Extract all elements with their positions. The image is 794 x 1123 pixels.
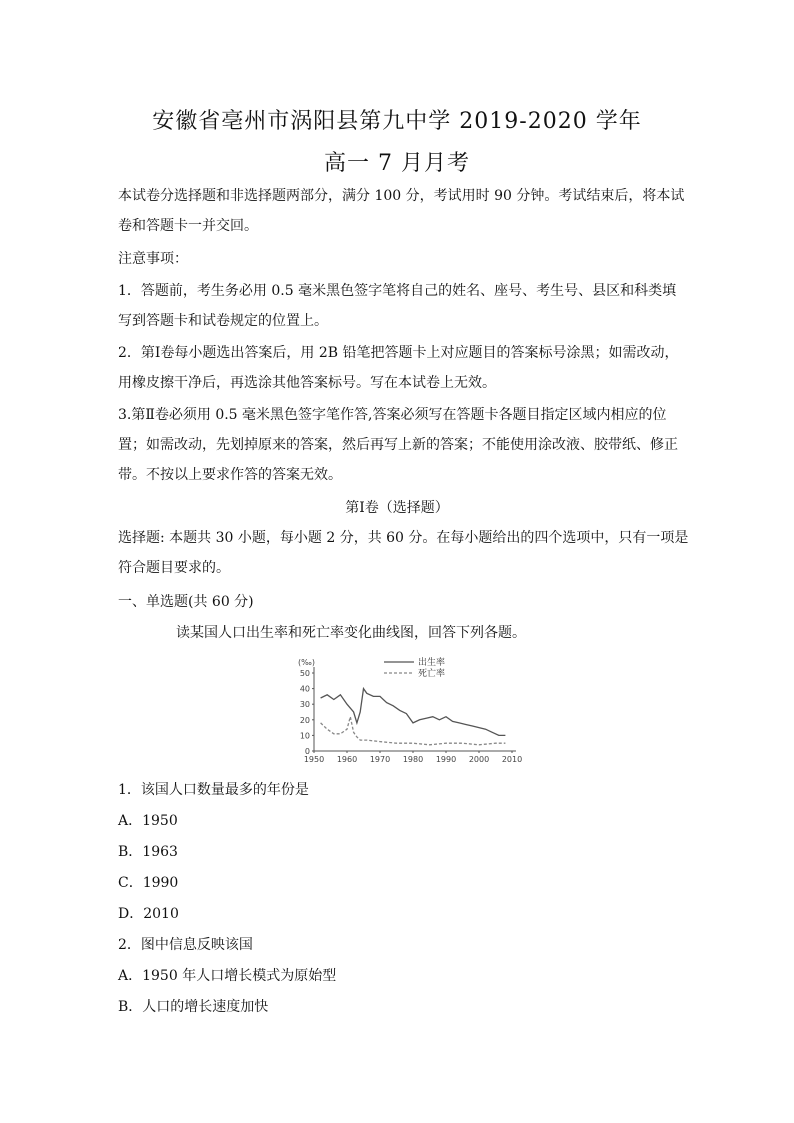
x-tick-label: 1980 [402, 755, 424, 764]
x-tick-label: 1950 [303, 755, 325, 764]
note-1-line: 写到答题卡和试卷规定的位置上。 [118, 313, 328, 329]
question-2-option-a: A．1950 年人口增长模式为原始型 [118, 968, 337, 984]
question-1-option-a: A．1950 [118, 813, 178, 829]
y-tick-label: 20 [299, 715, 310, 725]
question-1-option-d: D．2010 [118, 906, 179, 922]
y-unit-label: (‰) [298, 658, 315, 667]
question-2-option-b: B．人口的增长速度加快 [118, 999, 269, 1015]
question-1-option-b: B．1963 [118, 844, 178, 860]
notes-heading: 注意事项： [118, 251, 188, 267]
birth-rate-line [321, 689, 506, 736]
section-title: 第Ⅰ卷（选择题） [345, 500, 449, 516]
legend-label: 死亡率 [418, 669, 446, 679]
question-1-stem: 1．该国人口数量最多的年份是 [118, 782, 309, 798]
death-rate-line [321, 717, 506, 745]
intro-line: 卷和答题卡一并交回。 [118, 218, 258, 234]
part-heading: 一、单选题(共 60 分) [118, 594, 254, 610]
x-tick-label: 1970 [369, 755, 391, 764]
question-2-stem: 2．图中信息反映该国 [118, 937, 253, 953]
intro-line: 本试卷分选择题和非选择题两部分，满分 100 分，考试用时 90 分钟。考试结束后，将本试 [118, 188, 685, 204]
x-tick-label: 1990 [435, 755, 457, 764]
note-1-line: 1．答题前，考生务必用 0.5 毫米黑色签字笔将自己的姓名、座号、考生号、县区和科类填 [118, 283, 677, 299]
y-tick-label: 50 [299, 669, 310, 678]
section-description: 符合题目要求的。 [118, 560, 230, 576]
passage-intro: 读某国人口出生率和死亡率变化曲线图，回答下列各题。 [176, 625, 526, 641]
note-3-line: 3.第Ⅱ卷必须用 0.5 毫米黑色签字笔作答,答案必须写在答题卡各题目指定区域内相应的位 [118, 407, 667, 423]
note-3-line: 置；如需改动，先划掉原来的答案，然后再写上新的答案；不能使用涂改液、胶带纸、修正 [118, 437, 678, 453]
y-tick-label: 10 [299, 731, 310, 741]
x-tick-label: 2010 [501, 755, 523, 764]
legend-label: 出生率 [418, 658, 446, 668]
y-tick-label: 0 [304, 747, 310, 756]
note-2-line: 2．第Ⅰ卷每小题选出答案后，用 2B 铅笔把答题卡上对应题目的答案标号涂黑；如需改动， [118, 345, 679, 361]
y-tick-label: 40 [299, 684, 310, 694]
section-description: 选择题: 本题共 30 小题，每小题 2 分，共 60 分。在每小题给出的四个选项中，只有一项是 [118, 530, 689, 546]
exam-title-line1: 安徽省亳州市涡阳县第九中学 2019-2020 学年 [152, 109, 642, 134]
question-1-option-c: C．1990 [118, 875, 179, 891]
x-tick-label: 2000 [468, 755, 490, 764]
note-2-line: 用橡皮擦干净后，再选涂其他答案标号。写在本试卷上无效。 [118, 375, 496, 391]
y-tick-label: 30 [299, 700, 310, 710]
x-tick-label: 1960 [336, 755, 358, 764]
note-3-line: 带。不按以上要求作答的答案无效。 [118, 467, 342, 483]
birth-death-rate-chart [290, 655, 530, 765]
exam-title-line2: 高一 7 月月考 [324, 151, 470, 176]
